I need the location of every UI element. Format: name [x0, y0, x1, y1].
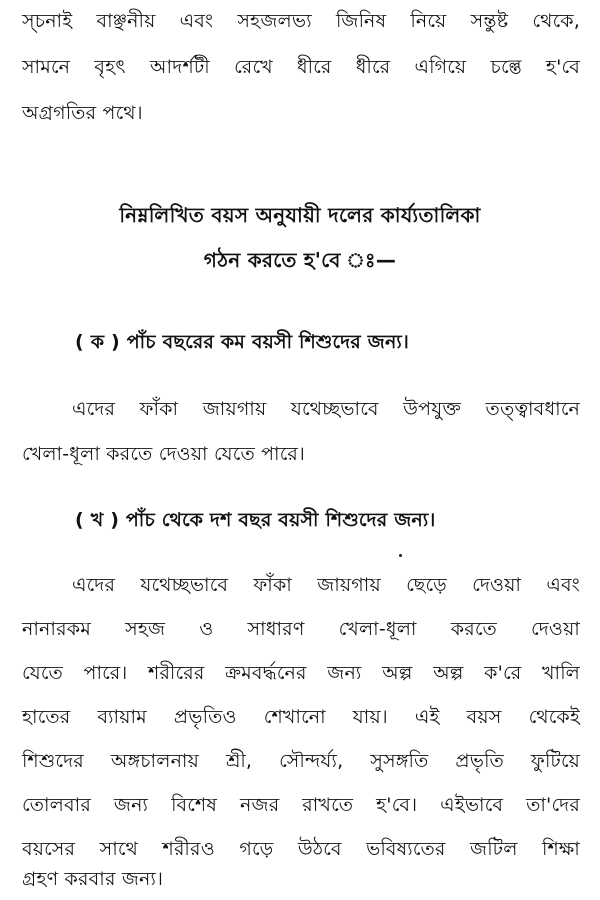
- section-ka-line-1: এদের ফাঁকা জায়গায় যথেচ্ছভাবে উপযুক্ত তত্ত্বাবধানে: [72, 398, 580, 420]
- paragraph-1-line-2: সামনে বৃহৎ আদর্শটী রেখে ধীরে ধীরে এগিয়ে চল্তে হ'বে: [22, 56, 580, 78]
- paragraph-1-line-1: স্চনাই বাঞ্ছনীয় এবং সহজলভ্য জিনিষ নিয়ে সন্তুষ্ট থেকে,: [22, 10, 580, 32]
- section-kha-line-7: বয়সের সাথে শরীরও গড়ে উঠবে ভবিষ্যতের জটিল শিক্ষা: [22, 838, 580, 860]
- section-kha-line-1: এদের যথেচ্ছভাবে ফাঁকা জায়গায় ছেড়ে দেওয়া এবং: [72, 574, 580, 596]
- section-ka-title: ( ক ) পাঁচ বছরের কম বয়সী শিশুদের জন্য।: [75, 331, 410, 353]
- section-kha-line-3: যেতে পারে। শরীরের ক্রমবর্দ্ধনের জন্য অল্প অল্প ক'রে খালি: [22, 662, 580, 684]
- section-kha-line-5: শিশুদের অঙ্গচালনায় শ্রী, সৌন্দর্য্য, সুসঙ্গতি প্রভৃতি ফুটিয়ে: [22, 750, 580, 772]
- section-kha-line-6: তোলবার জন্য বিশেষ নজর রাখতে হ'বে। এইভাবে তা'দের: [22, 794, 580, 816]
- paragraph-1-line-3: অগ্রগতির পথে।: [22, 102, 143, 124]
- section-heading-line-2: গঠন করতে হ'বে ঃ—: [203, 248, 397, 272]
- section-kha-line-8: গ্রহণ করবার জন্য।: [22, 868, 164, 890]
- stray-dot-mark: [399, 554, 402, 557]
- section-kha-title: ( খ ) পাঁচ থেকে দশ বছর বয়সী শিশুদের জন্য।: [75, 509, 436, 531]
- section-ka-line-2: খেলা-ধূলা করতে দেওয়া যেতে পারে।: [22, 443, 306, 465]
- section-kha-line-2: নানারকম সহজ ও সাধারণ খেলা-ধূলা করতে দেওয়া: [22, 618, 580, 640]
- section-kha-line-4: হাতের ব্যায়াম প্রভৃতিও শেখানো যায়। এই বয়স থেকেই: [22, 706, 580, 728]
- section-heading-line-1: নিম্নলিখিত বয়স অনুযায়ী দলের কার্য্যতালিকা: [119, 203, 481, 227]
